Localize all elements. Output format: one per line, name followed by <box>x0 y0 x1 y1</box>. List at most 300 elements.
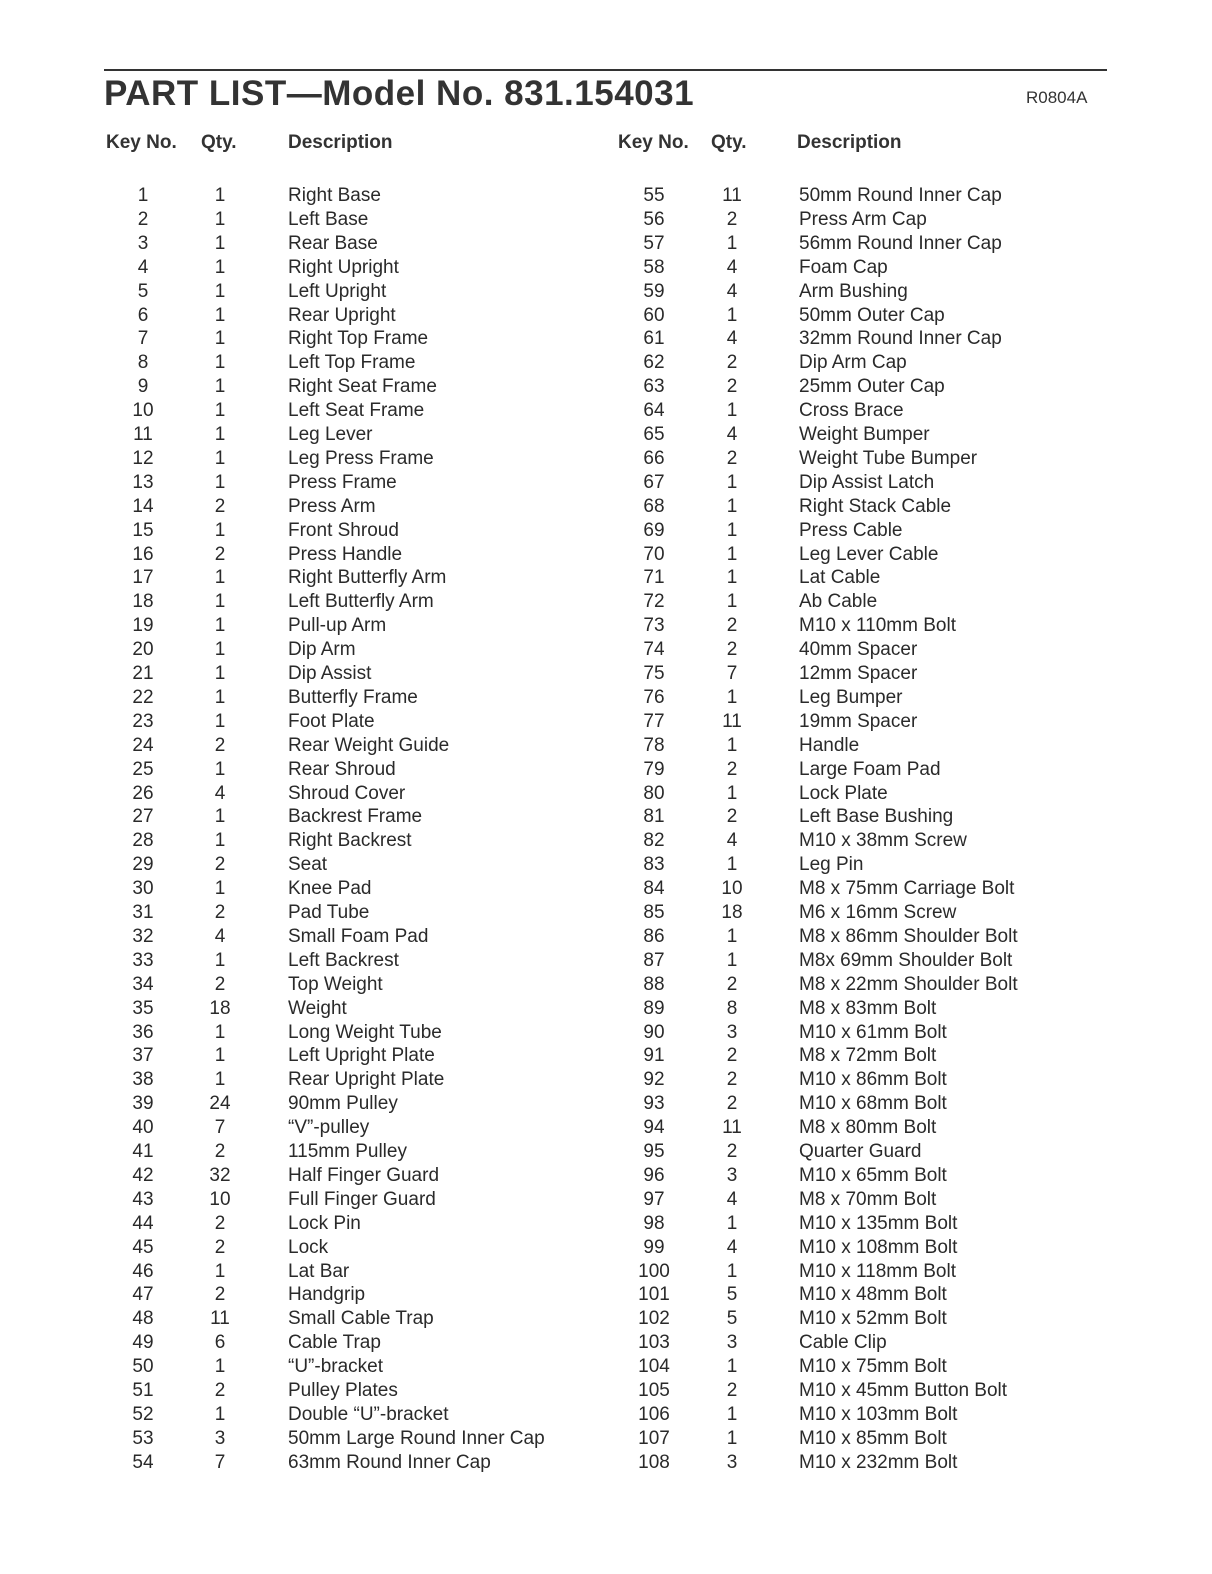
part-description: Pad Tube <box>288 902 370 923</box>
part-key-no: 42 <box>132 1164 154 1186</box>
part-qty: 1 <box>726 495 738 517</box>
part-key-no: 59 <box>643 280 665 302</box>
part-key-no: 19 <box>132 615 154 637</box>
part-qty: 1 <box>726 1356 738 1378</box>
part-key-no: 37 <box>132 1045 154 1067</box>
right-parts-row <box>0 1379 1212 1403</box>
part-qty: 1 <box>214 304 226 326</box>
part-key-no: 98 <box>643 1212 665 1234</box>
part-key-no: 89 <box>643 997 665 1019</box>
part-description: Lat Cable <box>799 567 881 589</box>
part-description: Leg Pin <box>799 854 864 876</box>
part-qty: 4 <box>214 782 226 804</box>
part-key-no: 15 <box>132 519 154 541</box>
part-qty: 4 <box>726 280 738 302</box>
part-description: Weight Tube Bumper <box>799 447 978 469</box>
part-qty: 2 <box>726 352 738 374</box>
document-code: R0804A <box>1026 88 1088 107</box>
right-parts-row <box>0 997 1212 1021</box>
part-description: M8 x 75mm Carriage Bolt <box>799 878 1015 900</box>
part-key-no: 74 <box>643 639 665 661</box>
part-key-no: 60 <box>643 304 665 326</box>
part-key-no: 7 <box>137 328 149 350</box>
part-description: Right Base <box>288 185 381 206</box>
right-parts-row <box>0 1164 1212 1188</box>
part-description: 32mm Round Inner Cap <box>799 328 1002 350</box>
part-key-no: 62 <box>643 352 665 374</box>
part-key-no: 51 <box>132 1380 154 1401</box>
part-description: Backrest Frame <box>288 806 423 828</box>
part-description: M10 x 52mm Bolt <box>799 1308 947 1330</box>
part-qty: 1 <box>726 591 738 613</box>
part-key-no: 81 <box>643 806 665 828</box>
part-qty: 7 <box>214 1117 226 1139</box>
part-qty: 1 <box>214 1403 226 1425</box>
part-qty: 1 <box>214 424 226 445</box>
part-description: M10 x 86mm Bolt <box>799 1069 947 1091</box>
part-description: Right Stack Cable <box>799 495 952 517</box>
part-description: M10 x 65mm Bolt <box>799 1164 947 1186</box>
part-qty: 1 <box>214 232 226 254</box>
part-description: “U”-bracket <box>288 1356 384 1378</box>
part-qty: 1 <box>214 352 226 374</box>
part-description: Rear Upright <box>288 304 396 326</box>
part-qty: 1 <box>726 925 738 947</box>
right-parts-row <box>0 638 1212 662</box>
part-key-no: 104 <box>638 1356 670 1378</box>
part-description: Left Seat Frame <box>288 400 425 422</box>
part-qty: 2 <box>726 1141 738 1162</box>
part-qty: 1 <box>726 734 738 756</box>
part-description: Left Butterfly Arm <box>288 591 434 613</box>
part-description: M8 x 86mm Shoulder Bolt <box>799 925 1018 947</box>
part-key-no: 13 <box>132 471 154 493</box>
left-qty-header: Qty. <box>201 132 237 153</box>
right-parts-row <box>0 1307 1212 1331</box>
part-qty: 2 <box>726 1069 738 1091</box>
part-qty: 2 <box>726 376 738 398</box>
part-key-no: 50 <box>132 1356 154 1378</box>
part-description: M8 x 70mm Bolt <box>799 1188 937 1210</box>
part-description: M8 x 72mm Bolt <box>799 1045 937 1067</box>
part-key-no: 53 <box>132 1427 154 1449</box>
part-key-no: 67 <box>643 471 665 493</box>
part-description: Left Backrest <box>288 949 399 971</box>
part-key-no: 88 <box>643 973 665 995</box>
part-description: M10 x 38mm Screw <box>799 830 967 852</box>
part-key-no: 108 <box>638 1451 670 1473</box>
part-qty: 1 <box>726 567 738 589</box>
right-parts-row <box>0 1451 1212 1475</box>
part-key-no: 16 <box>132 543 154 565</box>
part-qty: 1 <box>214 663 226 684</box>
part-description: Rear Shroud <box>288 758 396 780</box>
part-key-no: 93 <box>643 1093 665 1115</box>
right-parts-row <box>0 1403 1212 1427</box>
part-qty: 3 <box>726 1451 738 1473</box>
part-key-no: 5 <box>137 280 149 302</box>
part-description: M10 x 75mm Bolt <box>799 1356 947 1378</box>
right-parts-row <box>0 208 1212 232</box>
part-description: Cross Brace <box>799 400 904 422</box>
part-key-no: 45 <box>132 1236 154 1258</box>
right-parts-row <box>0 901 1212 925</box>
part-qty: 1 <box>214 878 226 900</box>
part-qty: 11 <box>722 185 742 206</box>
part-key-no: 64 <box>643 400 665 422</box>
right-parts-row <box>0 543 1212 567</box>
part-key-no: 27 <box>132 806 154 828</box>
part-description: Lat Bar <box>288 1260 350 1282</box>
part-key-no: 40 <box>132 1117 154 1139</box>
part-key-no: 1 <box>137 185 149 206</box>
part-description: Press Handle <box>288 543 403 565</box>
part-description: Rear Upright Plate <box>288 1069 445 1091</box>
right-parts-row <box>0 590 1212 614</box>
part-qty: 10 <box>721 878 743 900</box>
right-parts-row <box>0 853 1212 877</box>
part-key-no: 71 <box>643 567 665 589</box>
part-description: Right Seat Frame <box>288 376 437 398</box>
part-description: M8x 69mm Shoulder Bolt <box>799 949 1013 971</box>
right-parts-row <box>0 1427 1212 1451</box>
part-qty: 2 <box>214 1141 226 1162</box>
part-key-no: 43 <box>132 1188 154 1210</box>
part-description: Shroud Cover <box>288 782 406 804</box>
part-description: 25mm Outer Cap <box>799 376 945 398</box>
right-parts-row <box>0 1021 1212 1045</box>
part-description: Right Upright <box>288 256 399 278</box>
part-qty: 1 <box>726 471 738 493</box>
part-qty: 1 <box>726 1212 738 1234</box>
part-qty: 2 <box>726 639 738 661</box>
right-parts-row <box>0 1260 1212 1284</box>
right-parts-row <box>0 232 1212 256</box>
part-qty: 10 <box>209 1188 231 1210</box>
part-qty: 1 <box>214 519 226 541</box>
part-key-no: 66 <box>643 447 665 469</box>
part-description: Press Arm Cap <box>799 208 927 230</box>
part-qty: 5 <box>726 1284 738 1306</box>
part-key-no: 44 <box>132 1212 154 1234</box>
right-parts-row <box>0 973 1212 997</box>
part-key-no: 14 <box>132 495 154 517</box>
part-qty: 4 <box>726 328 738 350</box>
part-key-no: 92 <box>643 1069 665 1091</box>
part-key-no: 6 <box>137 304 149 326</box>
part-description: 40mm Spacer <box>799 639 918 661</box>
part-description: M10 x 232mm Bolt <box>799 1451 958 1473</box>
part-qty: 1 <box>214 806 226 828</box>
part-description: Leg Bumper <box>799 686 903 708</box>
part-description: Right Backrest <box>288 830 412 852</box>
part-description: M8 x 80mm Bolt <box>799 1117 937 1139</box>
part-qty: 3 <box>726 1021 738 1043</box>
part-key-no: 72 <box>643 591 665 613</box>
part-qty: 8 <box>726 997 738 1019</box>
part-description: Press Arm <box>288 495 376 517</box>
part-qty: 1 <box>726 543 738 565</box>
part-key-no: 18 <box>132 591 154 613</box>
part-key-no: 9 <box>137 376 149 398</box>
part-description: Weight <box>288 997 347 1019</box>
part-qty: 4 <box>726 1236 738 1258</box>
part-key-no: 55 <box>643 185 665 206</box>
part-qty: 1 <box>726 1403 738 1425</box>
right-parts-row <box>0 423 1212 447</box>
part-key-no: 57 <box>643 232 665 254</box>
right-parts-row <box>0 519 1212 543</box>
part-qty: 1 <box>726 519 738 541</box>
part-key-no: 8 <box>137 352 149 374</box>
part-description: Full Finger Guard <box>288 1188 436 1210</box>
part-description: Knee Pad <box>288 878 372 900</box>
right-parts-row <box>0 949 1212 973</box>
part-key-no: 96 <box>643 1164 665 1186</box>
part-key-no: 54 <box>132 1451 154 1473</box>
part-description: Rear Weight Guide <box>288 734 450 756</box>
part-key-no: 100 <box>638 1260 670 1282</box>
part-description: M10 x 85mm Bolt <box>799 1427 947 1449</box>
part-key-no: 49 <box>132 1332 154 1354</box>
part-qty: 1 <box>214 208 226 230</box>
right-parts-row <box>0 1283 1212 1307</box>
right-parts-row <box>0 758 1212 782</box>
right-parts-row <box>0 1236 1212 1260</box>
part-qty: 1 <box>726 304 738 326</box>
part-qty: 4 <box>726 424 738 445</box>
right-parts-row <box>0 734 1212 758</box>
part-qty: 1 <box>214 615 226 637</box>
part-description: 19mm Spacer <box>799 710 918 732</box>
part-qty: 1 <box>726 949 738 971</box>
part-qty: 4 <box>214 925 226 947</box>
part-description: Small Foam Pad <box>288 925 429 947</box>
part-description: Front Shroud <box>288 519 399 541</box>
part-qty: 2 <box>726 758 738 780</box>
part-qty: 5 <box>726 1308 738 1330</box>
part-description: M6 x 16mm Screw <box>799 902 957 923</box>
part-description: Dip Arm Cap <box>799 352 907 374</box>
right-parts-row <box>0 256 1212 280</box>
part-qty: 1 <box>726 1427 738 1449</box>
part-description: Cable Trap <box>288 1332 381 1354</box>
part-key-no: 30 <box>132 878 154 900</box>
part-qty: 4 <box>726 256 738 278</box>
part-key-no: 56 <box>643 208 665 230</box>
right-parts-row <box>0 662 1212 686</box>
part-key-no: 2 <box>137 208 149 230</box>
part-qty: 1 <box>214 830 226 852</box>
part-qty: 1 <box>214 280 226 302</box>
part-key-no: 23 <box>132 710 154 732</box>
right-parts-row <box>0 1331 1212 1355</box>
part-key-no: 80 <box>643 782 665 804</box>
right-key-no-header: Key No. <box>618 132 689 153</box>
part-key-no: 36 <box>132 1021 154 1043</box>
part-key-no: 38 <box>132 1069 154 1091</box>
part-description: Top Weight <box>288 973 383 995</box>
part-key-no: 35 <box>132 997 154 1019</box>
part-qty: 2 <box>726 1380 738 1401</box>
part-key-no: 52 <box>132 1403 154 1425</box>
part-description: M8 x 22mm Shoulder Bolt <box>799 973 1018 995</box>
part-description: 56mm Round Inner Cap <box>799 232 1002 254</box>
part-key-no: 76 <box>643 686 665 708</box>
right-parts-row <box>0 1044 1212 1068</box>
part-description: M10 x 110mm Bolt <box>799 615 956 637</box>
part-description: Quarter Guard <box>799 1141 922 1162</box>
right-qty-header: Qty. <box>711 132 747 153</box>
part-qty: 3 <box>726 1164 738 1186</box>
part-qty: 24 <box>209 1093 231 1115</box>
part-key-no: 63 <box>643 376 665 398</box>
part-qty: 1 <box>214 1356 226 1378</box>
part-key-no: 99 <box>643 1236 665 1258</box>
part-description: Leg Press Frame <box>288 447 434 469</box>
part-key-no: 70 <box>643 543 665 565</box>
part-description: “V”-pulley <box>288 1117 370 1139</box>
part-key-no: 26 <box>132 782 154 804</box>
part-key-no: 39 <box>132 1093 154 1115</box>
part-qty: 1 <box>214 949 226 971</box>
part-description: Lock Plate <box>799 782 888 804</box>
part-qty: 11 <box>210 1308 230 1330</box>
part-description: Double “U”-bracket <box>288 1403 449 1425</box>
right-parts-row <box>0 471 1212 495</box>
part-qty: 1 <box>214 1021 226 1043</box>
part-qty: 1 <box>214 567 226 589</box>
part-description: Press Cable <box>799 519 903 541</box>
part-qty: 2 <box>214 854 226 876</box>
part-description: Weight Bumper <box>799 424 930 445</box>
right-parts-row <box>0 304 1212 328</box>
part-description: Leg Lever <box>288 424 373 445</box>
part-qty: 2 <box>214 1284 226 1306</box>
part-description: M10 x 45mm Button Bolt <box>799 1380 1008 1401</box>
part-description: M10 x 103mm Bolt <box>799 1403 958 1425</box>
part-key-no: 61 <box>643 328 665 350</box>
right-parts-row <box>0 1068 1212 1092</box>
part-description: Dip Assist <box>288 663 372 684</box>
part-description: Leg Lever Cable <box>799 543 939 565</box>
part-description: 50mm Outer Cap <box>799 304 945 326</box>
part-qty: 1 <box>214 758 226 780</box>
part-description: 63mm Round Inner Cap <box>288 1451 491 1473</box>
part-key-no: 79 <box>643 758 665 780</box>
part-qty: 2 <box>214 734 226 756</box>
part-qty: 18 <box>721 902 743 923</box>
part-key-no: 78 <box>643 734 665 756</box>
part-description: Dip Arm <box>288 639 356 661</box>
part-description: 50mm Round Inner Cap <box>799 185 1002 206</box>
part-qty: 2 <box>726 973 738 995</box>
part-key-no: 68 <box>643 495 665 517</box>
part-description: Handgrip <box>288 1284 366 1306</box>
part-qty: 2 <box>214 1212 226 1234</box>
part-key-no: 101 <box>638 1284 670 1306</box>
part-description: M10 x 108mm Bolt <box>799 1236 958 1258</box>
part-description: Lock Pin <box>288 1212 361 1234</box>
part-key-no: 22 <box>132 686 154 708</box>
part-description: M8 x 83mm Bolt <box>799 997 937 1019</box>
part-description: Seat <box>288 854 328 876</box>
part-qty: 11 <box>722 1117 742 1139</box>
part-description: Right Butterfly Arm <box>288 567 447 589</box>
part-qty: 1 <box>214 185 226 206</box>
part-description: Half Finger Guard <box>288 1164 440 1186</box>
part-qty: 2 <box>726 615 738 637</box>
right-parts-row <box>0 1212 1212 1236</box>
right-parts-row <box>0 925 1212 949</box>
part-key-no: 41 <box>132 1141 154 1162</box>
part-key-no: 28 <box>132 830 154 852</box>
part-description: Arm Bushing <box>799 280 908 302</box>
part-key-no: 90 <box>643 1021 665 1043</box>
right-parts-row <box>0 829 1212 853</box>
part-description: Left Base <box>288 208 369 230</box>
right-parts-row <box>0 1140 1212 1164</box>
part-description: 90mm Pulley <box>288 1093 398 1115</box>
right-parts-row <box>0 447 1212 471</box>
part-key-no: 82 <box>643 830 665 852</box>
part-description: Lock <box>288 1236 329 1258</box>
right-parts-row <box>0 1116 1212 1140</box>
part-qty: 1 <box>214 256 226 278</box>
right-parts-row <box>0 327 1212 351</box>
part-key-no: 34 <box>132 973 154 995</box>
part-key-no: 102 <box>638 1308 670 1330</box>
part-description: Large Foam Pad <box>799 758 941 780</box>
part-qty: 1 <box>214 710 226 732</box>
part-qty: 2 <box>726 1093 738 1115</box>
part-qty: 32 <box>209 1164 231 1186</box>
right-parts-row <box>0 614 1212 638</box>
part-qty: 2 <box>726 447 738 469</box>
part-qty: 2 <box>726 806 738 828</box>
right-parts-row <box>0 280 1212 304</box>
part-qty: 4 <box>726 830 738 852</box>
part-description: M10 x 48mm Bolt <box>799 1284 947 1306</box>
part-description: Ab Cable <box>799 591 878 613</box>
left-description-header: Description <box>288 132 393 153</box>
part-description: 115mm Pulley <box>288 1141 407 1162</box>
right-parts-row <box>0 710 1212 734</box>
part-description: Left Upright <box>288 280 387 302</box>
part-key-no: 75 <box>643 663 665 684</box>
part-key-no: 20 <box>132 639 154 661</box>
part-key-no: 10 <box>132 400 154 422</box>
part-key-no: 47 <box>132 1284 154 1306</box>
part-qty: 1 <box>214 639 226 661</box>
part-key-no: 103 <box>638 1332 670 1354</box>
part-description: Foam Cap <box>799 256 888 278</box>
part-qty: 1 <box>726 1260 738 1282</box>
part-description: 50mm Large Round Inner Cap <box>288 1427 545 1449</box>
part-qty: 4 <box>726 1188 738 1210</box>
part-qty: 2 <box>726 208 738 230</box>
part-key-no: 21 <box>132 663 154 684</box>
part-key-no: 46 <box>132 1260 154 1282</box>
part-qty: 1 <box>726 686 738 708</box>
part-qty: 1 <box>214 447 226 469</box>
right-parts-row <box>0 782 1212 806</box>
part-key-no: 24 <box>132 734 154 756</box>
part-key-no: 94 <box>643 1117 665 1139</box>
part-qty: 11 <box>722 710 742 732</box>
part-qty: 1 <box>214 471 226 493</box>
part-qty: 2 <box>214 1236 226 1258</box>
